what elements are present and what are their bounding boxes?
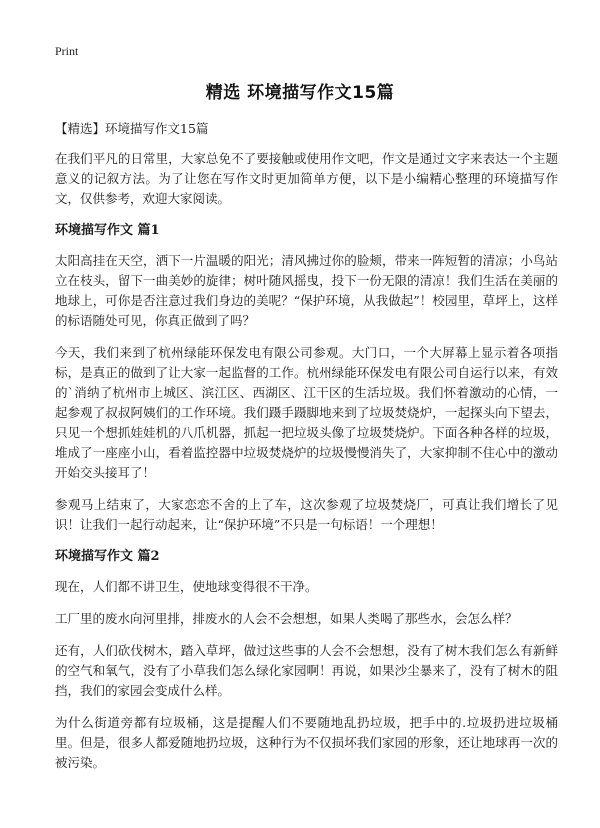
section-1 (55, 221, 558, 535)
document-body (55, 120, 558, 785)
paragraph: 今天，我们来到了杭州绿能环保发电有限公司参观。大门口，一个大屏幕上显示着各项指标，是真正的做到了让大家一起监督的工作。杭州绿能环保发电有限公司自运行以来，有效的`消纳了杭州市上城区、滨江区、西湖区、江干区的生活垃圾。我们怀着激动的心情，一起参观了叔叔阿姨们的工作环境。我们蹑手蹑脚地来到了垃圾焚烧炉，一起探头向下望去，只见一个想抓娃娃机的八爪机器，抓起一把垃圾头像了垃圾焚烧炉。下面各种各样的垃圾，堆成了一座座小山，看着监控器中垃圾焚烧炉的垃圾慢慢消失了，大家抑制不住心中的激动开始交头接耳了！ (55, 345, 558, 480)
paragraph: 为什么街道旁都有垃圾桶，这是提醒人们不要随地乱扔垃圾，把手中的.垃圾扔进垃圾桶里。但是，很多人都爱随地扔垃圾，这种行为不仅损坏我们家园的形象，还让地球再一次的被污染。 (55, 715, 558, 770)
paragraph: 还有，人们砍伐树木，踏入草坪，做过这些事的人会不会想想，没有了树木我们怎么有新鲜的空气和氧气，没有了小草我们怎么绿化家园啊！再说，如果沙尘暴来了，没有了树木的阻挡，我们的家园会变成什么样。 (55, 643, 558, 698)
paragraph: 工厂里的废水向河里排，排废水的人会不会想想，如果人类喝了那些水，会怎么样？ (55, 611, 518, 626)
paragraph: 现在，人们都不讲卫生，使地球变得很不干净。 (55, 579, 318, 594)
section-2 (55, 547, 558, 773)
document-subtitle: 【精选】环境描写作文15篇 (55, 121, 209, 136)
print-label[interactable]: Print (55, 44, 79, 58)
paragraph: 太阳高挂在天空，洒下一片温暖的阳光；清风拂过你的脸颊，带来一阵短暂的清凉；小鸟站立在枝头，留下一曲美妙的旋律；树叶随风摇曳，投下一份无限的清凉！我们生活在美丽的地球上，可你是否注意过我们身边的美呢？“保护环境，从我做起”！校园里，草坪上，这样的标语随处可见，你真正做到了吗？ (55, 253, 558, 328)
document-title: 精选 环境描写作文15篇 (205, 83, 395, 103)
intro-paragraph: 在我们平凡的日常里，大家总免不了要接触或使用作文吧，作文是通过文字来表达一个主题意义的记叙方法。为了让您在写作文时更加简单方便，以下是小编精心整理的环境描写作文，仅供参考，欢迎大家阅读。 (55, 151, 558, 206)
section-heading: 环境描写作文 篇1 (55, 223, 160, 238)
paragraph: 参观马上结束了，大家恋恋不舍的上了车，这次参观了垃圾焚烧厂，可真让我们增长了见识！让我们一起行动起来，让“保护环境”不只是一句标语！一个理想！ (55, 497, 558, 532)
section-heading: 环境描写作文 篇2 (55, 549, 160, 564)
